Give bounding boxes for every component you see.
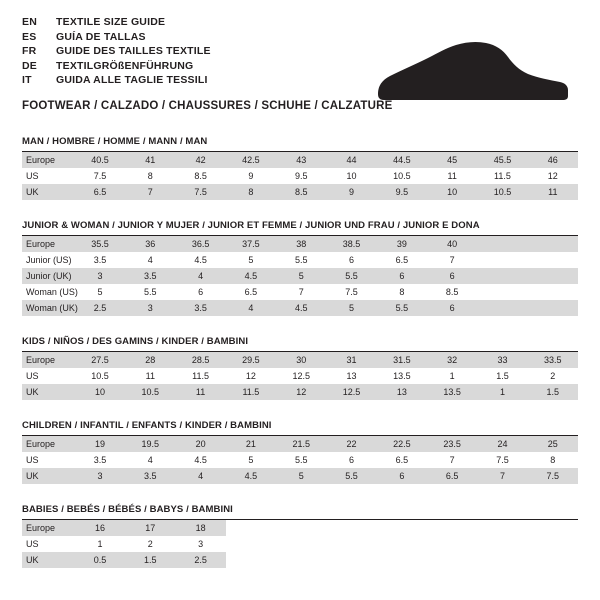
cell: 21.5 xyxy=(276,436,326,452)
cell: 2.5 xyxy=(175,552,225,568)
table-row xyxy=(22,552,578,568)
cell: 21 xyxy=(226,436,276,452)
cell: 5 xyxy=(276,468,326,484)
cell: 44 xyxy=(326,152,376,168)
cell: 1.5 xyxy=(528,384,578,400)
table-row xyxy=(22,268,578,284)
cell: 5 xyxy=(276,268,326,284)
cell: 11.5 xyxy=(226,384,276,400)
cell: 24 xyxy=(477,436,527,452)
cell: 40 xyxy=(427,236,477,252)
cell: 3.5 xyxy=(75,452,125,468)
cell: 36 xyxy=(125,236,175,252)
cell: 3.5 xyxy=(75,252,125,268)
size-table-man xyxy=(22,152,578,200)
cell: 4 xyxy=(125,252,175,268)
cell xyxy=(477,300,527,316)
cell: 10.5 xyxy=(75,368,125,384)
cell: 5.5 xyxy=(377,300,427,316)
cell xyxy=(326,536,376,552)
cell: 45 xyxy=(427,152,477,168)
cell: 9 xyxy=(326,184,376,200)
table-row xyxy=(22,236,578,252)
cell: 4.5 xyxy=(226,468,276,484)
size-table-kids xyxy=(22,352,578,400)
row-label: Woman (UK) xyxy=(22,300,75,316)
row-label: US xyxy=(22,168,75,184)
table-row xyxy=(22,520,578,536)
row-label: Europe xyxy=(22,236,75,252)
cell: 13 xyxy=(377,384,427,400)
cell: 2 xyxy=(528,368,578,384)
size-table-children xyxy=(22,436,578,484)
cell: 8 xyxy=(125,168,175,184)
cell: 4.5 xyxy=(175,252,225,268)
cell: 6.5 xyxy=(377,452,427,468)
language-code: FR xyxy=(22,45,37,57)
cell: 7 xyxy=(427,252,477,268)
row-label: UK xyxy=(22,468,75,484)
cell: 10 xyxy=(75,384,125,400)
table-row xyxy=(22,168,578,184)
header xyxy=(22,16,578,116)
cell: 9 xyxy=(226,168,276,184)
cell: 3 xyxy=(175,536,225,552)
size-table-junior-woman xyxy=(22,236,578,316)
cell: 6 xyxy=(326,252,376,268)
dress-shoe-icon xyxy=(372,36,572,108)
cell: 32 xyxy=(427,352,477,368)
cell: 5 xyxy=(226,252,276,268)
cell: 2.5 xyxy=(75,300,125,316)
cell: 10 xyxy=(326,168,376,184)
cell xyxy=(427,536,477,552)
language-row xyxy=(22,31,211,46)
section-children xyxy=(22,420,578,484)
table-row xyxy=(22,436,578,452)
language-row xyxy=(22,16,211,31)
cell xyxy=(377,552,427,568)
cell xyxy=(528,268,578,284)
cell xyxy=(226,536,276,552)
cell: 8.5 xyxy=(175,168,225,184)
row-label: Woman (US) xyxy=(22,284,75,300)
cell: 5 xyxy=(75,284,125,300)
language-code: IT xyxy=(22,74,32,86)
cell: 31.5 xyxy=(377,352,427,368)
cell: 9.5 xyxy=(276,168,326,184)
cell: 11 xyxy=(175,384,225,400)
cell: 17 xyxy=(125,520,175,536)
section-title: JUNIOR & WOMAN / JUNIOR Y MUJER / JUNIOR ET FEMME / JUNIOR UND FRAU / JUNIOR E DONA xyxy=(22,220,480,231)
cell: 7 xyxy=(477,468,527,484)
section-man xyxy=(22,136,578,200)
cell: 10.5 xyxy=(477,184,527,200)
language-text: GUIDE DES TAILLES TEXTILE xyxy=(56,45,211,57)
cell: 3.5 xyxy=(175,300,225,316)
cell xyxy=(276,520,326,536)
table-row xyxy=(22,352,578,368)
cell: 1 xyxy=(477,384,527,400)
cell xyxy=(477,552,527,568)
cell xyxy=(226,520,276,536)
cell: 7.5 xyxy=(477,452,527,468)
cell: 29.5 xyxy=(226,352,276,368)
row-label: Europe xyxy=(22,152,75,168)
cell: 10.5 xyxy=(377,168,427,184)
cell xyxy=(226,552,276,568)
table-row xyxy=(22,300,578,316)
cell: 6 xyxy=(326,452,376,468)
cell: 27.5 xyxy=(75,352,125,368)
row-label: Europe xyxy=(22,520,75,536)
row-label: US xyxy=(22,452,75,468)
row-label: UK xyxy=(22,552,75,568)
cell: 5.5 xyxy=(276,452,326,468)
cell: 5 xyxy=(326,300,376,316)
cell: 4 xyxy=(226,300,276,316)
table-row xyxy=(22,184,578,200)
cell: 36.5 xyxy=(175,236,225,252)
cell: 5.5 xyxy=(276,252,326,268)
cell: 6 xyxy=(427,300,477,316)
row-label: Junior (UK) xyxy=(22,268,75,284)
cell xyxy=(528,252,578,268)
language-row xyxy=(22,60,211,75)
cell: 5 xyxy=(226,452,276,468)
section-title: CHILDREN / INFANTIL / ENFANTS / KINDER / BAMBINI xyxy=(22,420,272,431)
cell: 6 xyxy=(427,268,477,284)
cell: 4 xyxy=(125,452,175,468)
language-code: EN xyxy=(22,16,37,28)
language-text: TEXTILGRÖßENFÜHRUNG xyxy=(56,59,194,72)
table-row xyxy=(22,368,578,384)
cell xyxy=(477,252,527,268)
cell: 12.5 xyxy=(276,368,326,384)
cell: 7 xyxy=(427,452,477,468)
cell: 8 xyxy=(528,452,578,468)
language-text: GUÍA DE TALLAS xyxy=(56,30,146,43)
cell: 9.5 xyxy=(377,184,427,200)
table-row xyxy=(22,536,578,552)
cell: 19.5 xyxy=(125,436,175,452)
category-title: FOOTWEAR / CALZADO / CHAUSSURES / SCHUHE / CALZATURE xyxy=(22,99,393,112)
cell: 6 xyxy=(377,268,427,284)
cell: 3 xyxy=(75,268,125,284)
table-row xyxy=(22,152,578,168)
language-row xyxy=(22,74,211,89)
cell: 11.5 xyxy=(477,168,527,184)
cell: 41 xyxy=(125,152,175,168)
cell: 6 xyxy=(377,468,427,484)
cell: 28 xyxy=(125,352,175,368)
cell: 11 xyxy=(427,168,477,184)
cell: 7.5 xyxy=(175,184,225,200)
cell: 7 xyxy=(125,184,175,200)
language-title-list xyxy=(22,16,211,89)
cell xyxy=(377,536,427,552)
size-table-babies xyxy=(22,520,578,568)
cell: 1 xyxy=(427,368,477,384)
cell xyxy=(477,520,527,536)
cell: 5.5 xyxy=(326,268,376,284)
cell: 11.5 xyxy=(175,368,225,384)
cell: 7.5 xyxy=(528,468,578,484)
section-babies xyxy=(22,504,578,568)
cell: 7 xyxy=(276,284,326,300)
cell: 5.5 xyxy=(125,284,175,300)
cell: 16 xyxy=(75,520,125,536)
cell: 30 xyxy=(276,352,326,368)
row-label: UK xyxy=(22,384,75,400)
cell: 1.5 xyxy=(477,368,527,384)
cell xyxy=(276,536,326,552)
table-row xyxy=(22,384,578,400)
table-row xyxy=(22,452,578,468)
cell: 11 xyxy=(528,184,578,200)
cell xyxy=(477,236,527,252)
cell: 10 xyxy=(427,184,477,200)
cell: 1.5 xyxy=(125,552,175,568)
cell: 11 xyxy=(125,368,175,384)
cell xyxy=(528,536,578,552)
cell: 42.5 xyxy=(226,152,276,168)
cell: 22.5 xyxy=(377,436,427,452)
table-row xyxy=(22,468,578,484)
cell xyxy=(477,268,527,284)
section-junior-woman xyxy=(22,220,578,316)
row-label: Junior (US) xyxy=(22,252,75,268)
cell xyxy=(427,520,477,536)
cell: 42 xyxy=(175,152,225,168)
cell: 35.5 xyxy=(75,236,125,252)
cell: 8 xyxy=(226,184,276,200)
cell: 38 xyxy=(276,236,326,252)
cell: 4.5 xyxy=(175,452,225,468)
cell: 6.5 xyxy=(226,284,276,300)
cell xyxy=(326,520,376,536)
section-kids xyxy=(22,336,578,400)
language-title-rows xyxy=(22,16,211,89)
cell xyxy=(528,300,578,316)
cell xyxy=(326,552,376,568)
section-title: KIDS / NIÑOS / DES GAMINS / KINDER / BAMBINI xyxy=(22,336,249,347)
cell: 7.5 xyxy=(326,284,376,300)
cell: 6.5 xyxy=(377,252,427,268)
cell: 3 xyxy=(75,468,125,484)
language-text: GUIDA ALLE TAGLIE TESSILI xyxy=(56,74,208,86)
cell: 13.5 xyxy=(427,384,477,400)
cell: 6.5 xyxy=(75,184,125,200)
cell xyxy=(528,284,578,300)
language-row xyxy=(22,45,211,60)
cell: 19 xyxy=(75,436,125,452)
row-label: US xyxy=(22,368,75,384)
cell xyxy=(427,552,477,568)
cell: 20 xyxy=(175,436,225,452)
cell: 1 xyxy=(75,536,125,552)
cell: 3.5 xyxy=(125,268,175,284)
language-code: DE xyxy=(22,59,37,72)
cell: 22 xyxy=(326,436,376,452)
cell xyxy=(377,520,427,536)
cell: 40.5 xyxy=(75,152,125,168)
cell: 44.5 xyxy=(377,152,427,168)
cell: 0.5 xyxy=(75,552,125,568)
cell: 6 xyxy=(175,284,225,300)
section-title: BABIES / BEBÉS / BÉBÉS / BABYS / BAMBINI xyxy=(22,504,233,515)
cell: 4 xyxy=(175,468,225,484)
table-row xyxy=(22,284,578,300)
cell: 4 xyxy=(175,268,225,284)
cell: 43 xyxy=(276,152,326,168)
cell: 23.5 xyxy=(427,436,477,452)
table-row xyxy=(22,252,578,268)
row-label: US xyxy=(22,536,75,552)
cell: 12.5 xyxy=(326,384,376,400)
cell: 2 xyxy=(125,536,175,552)
cell xyxy=(276,552,326,568)
cell: 5.5 xyxy=(326,468,376,484)
cell: 6.5 xyxy=(427,468,477,484)
cell: 31 xyxy=(326,352,376,368)
cell: 8.5 xyxy=(276,184,326,200)
cell xyxy=(528,552,578,568)
cell xyxy=(477,536,527,552)
cell: 13 xyxy=(326,368,376,384)
row-label: Europe xyxy=(22,352,75,368)
language-code: ES xyxy=(22,30,37,43)
cell: 4.5 xyxy=(226,268,276,284)
cell: 38.5 xyxy=(326,236,376,252)
cell: 8.5 xyxy=(427,284,477,300)
cell: 3.5 xyxy=(125,468,175,484)
cell xyxy=(477,284,527,300)
row-label: Europe xyxy=(22,436,75,452)
cell: 33 xyxy=(477,352,527,368)
cell: 4.5 xyxy=(276,300,326,316)
cell: 18 xyxy=(175,520,225,536)
cell: 33.5 xyxy=(528,352,578,368)
row-label: UK xyxy=(22,184,75,200)
cell: 37.5 xyxy=(226,236,276,252)
cell: 12 xyxy=(226,368,276,384)
cell: 3 xyxy=(125,300,175,316)
cell xyxy=(528,520,578,536)
cell: 12 xyxy=(528,168,578,184)
cell: 7.5 xyxy=(75,168,125,184)
cell xyxy=(528,236,578,252)
cell: 10.5 xyxy=(125,384,175,400)
section-title: MAN / HOMBRE / HOMME / MANN / MAN xyxy=(22,136,208,147)
cell: 39 xyxy=(377,236,427,252)
language-text: TEXTILE SIZE GUIDE xyxy=(56,16,166,28)
cell: 12 xyxy=(276,384,326,400)
cell: 45.5 xyxy=(477,152,527,168)
cell: 8 xyxy=(377,284,427,300)
cell: 46 xyxy=(528,152,578,168)
cell: 25 xyxy=(528,436,578,452)
cell: 28.5 xyxy=(175,352,225,368)
cell: 13.5 xyxy=(377,368,427,384)
